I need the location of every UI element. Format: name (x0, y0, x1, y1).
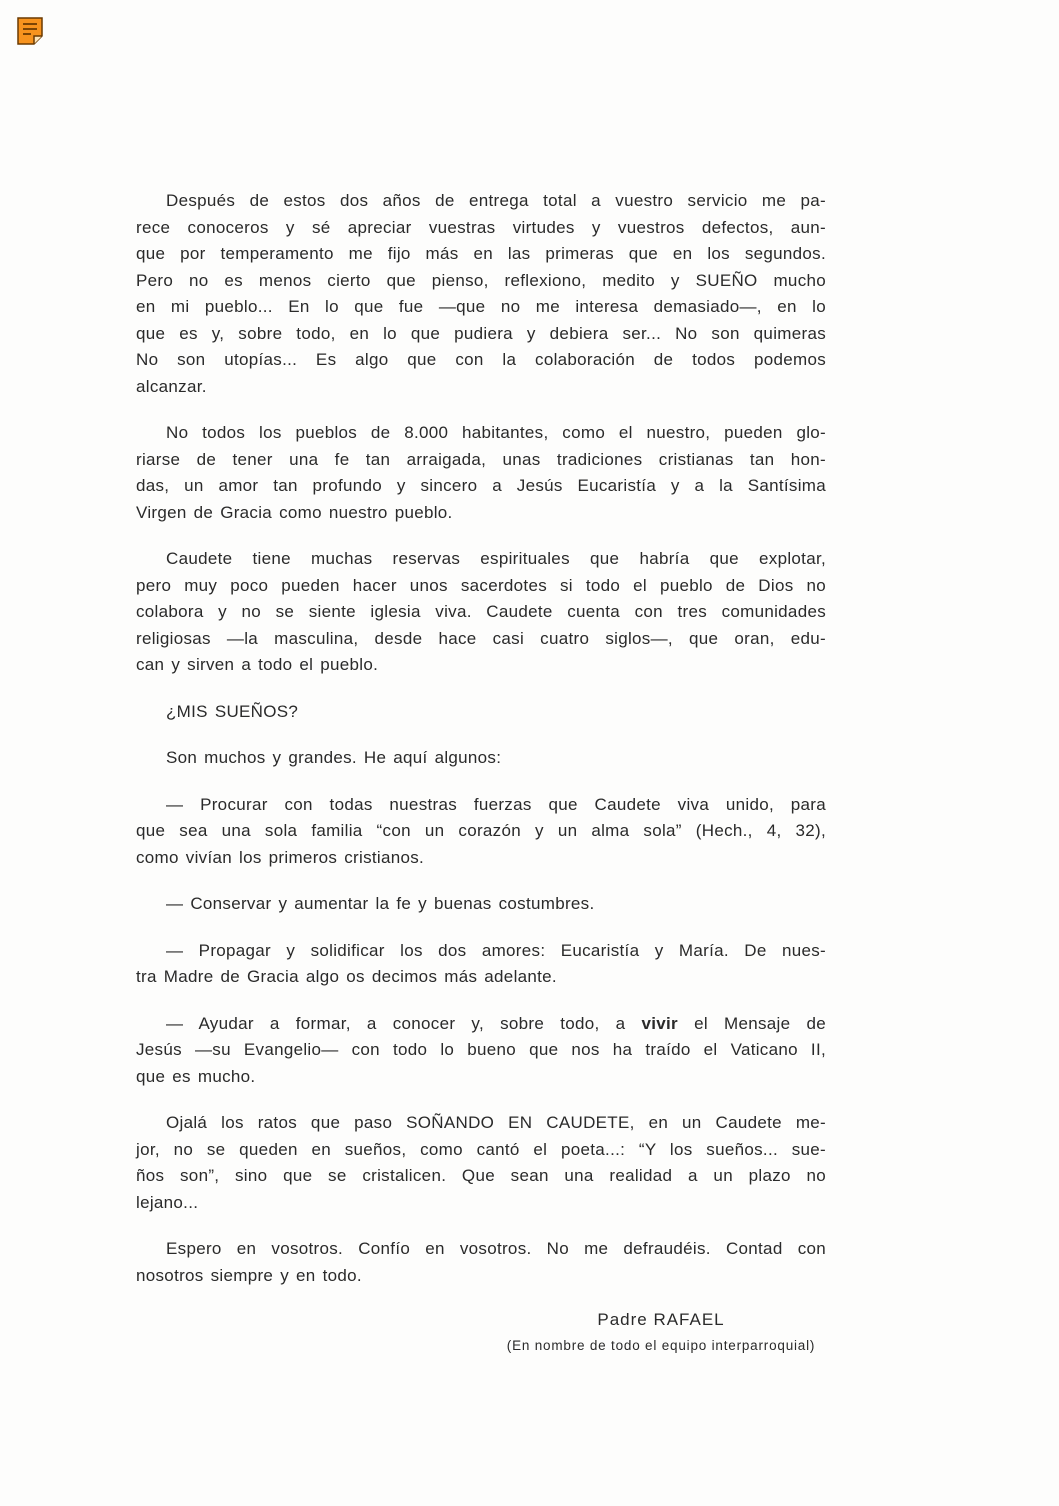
text-line: can y sirven a todo el pueblo. (136, 655, 379, 674)
document-body (136, 188, 826, 1309)
text-line: — Ayudar a formar, a conocer y, sobre todo, a vivir el Mensaje de (166, 1013, 826, 1033)
paragraph (136, 699, 826, 726)
paragraph (136, 792, 826, 872)
text-line: que es y, sobre todo, en lo que pudiera y debiera ser... No son quimeras (136, 323, 826, 343)
paragraph (136, 546, 826, 679)
note-icon[interactable] (16, 16, 44, 46)
text-line: religiosas —la masculina, desde hace casi cuatro siglos—, que oran, edu- (136, 628, 826, 648)
paragraph (136, 891, 826, 918)
text-line: en mi pueblo... En lo que fue —que no me interesa demasiado—, en lo (136, 297, 826, 316)
text-line: Jesús —su Evangelio— con todo lo bueno que nos ha traído el Vaticano II, (136, 1040, 826, 1059)
text-line: alcanzar. (136, 376, 207, 396)
text-line: riarse de tener una fe tan arraigada, unas tradiciones cristianas tan hon- (136, 449, 826, 469)
paragraph (136, 938, 826, 991)
text-line: nosotros siempre y en todo. (136, 1265, 362, 1285)
text-line: pero muy poco pueden hacer unos sacerdotes si todo el pueblo de Dios no (136, 575, 826, 595)
text-line: colabora y no se siente iglesia viva. Caudete cuenta con tres comunidades (136, 602, 826, 621)
signature-name: Padre RAFAEL (597, 1310, 725, 1329)
text-line: lejano... (136, 1192, 199, 1212)
text-line: como vivían los primeros cristianos. (136, 847, 425, 867)
paragraph (136, 1236, 826, 1289)
signature-subtitle: (En nombre de todo el equipo interparroquial) (506, 1338, 816, 1353)
paragraph (136, 745, 826, 772)
text-line: rece conoceros y sé apreciar vuestras virtudes y vuestros defectos, aun- (136, 217, 826, 237)
text-line: das, un amor tan profundo y sincero a Jesús Eucaristía y a la Santísima (136, 476, 826, 495)
text-line: tra Madre de Gracia algo os decimos más adelante. (136, 967, 557, 986)
text-line: — Propagar y solidificar los dos amores: Eucaristía y María. De nues- (166, 940, 826, 960)
text-line: que sea una sola familia “con un corazón y un alma sola” (Hech., 4, 32), (136, 821, 826, 840)
emphasis: vivir (641, 1013, 678, 1033)
text-line: Ojalá los ratos que paso SOÑANDO EN CAUDETE, en un Caudete me- (166, 1113, 826, 1132)
paragraph (136, 1011, 826, 1091)
text-line: jor, no se queden en sueños, como cantó el poeta...: “Y los sueños... sue- (136, 1139, 826, 1159)
paragraph (136, 188, 826, 400)
text-line: No son utopías... Es algo que con la colaboración de todos podemos (136, 350, 826, 369)
text-line: — Conservar y aumentar la fe y buenas costumbres. (166, 894, 595, 913)
text-line: Son muchos y grandes. He aquí algunos: (166, 748, 502, 767)
text-line: — Procurar con todas nuestras fuerzas que Caudete viva unido, para (166, 794, 826, 814)
paragraph (136, 1110, 826, 1216)
text-line: ños son”, sino que se cristalicen. Que sean una realidad a un plazo no (136, 1166, 826, 1185)
text-line: Caudete tiene muchas reservas espirituales que habría que explotar, (166, 549, 826, 568)
signature (136, 1307, 1006, 1359)
text-line: Virgen de Gracia como nuestro pueblo. (136, 502, 453, 522)
text-line: que es mucho. (136, 1066, 256, 1086)
text-line: ¿MIS SUEÑOS? (166, 701, 299, 721)
text-line: que por temperamento me fijo más en las primeras que en los segundos. (136, 244, 826, 263)
text-line: Pero no es menos cierto que pienso, reflexiono, medito y SUEÑO mucho (136, 270, 826, 290)
text-line: Después de estos dos años de entrega total a vuestro servicio me pa- (166, 191, 826, 210)
text-line: No todos los pueblos de 8.000 habitantes, como el nuestro, pueden glo- (166, 423, 826, 442)
paragraph (136, 420, 826, 526)
text-line: Espero en vosotros. Confío en vosotros. No me defraudéis. Contad con (166, 1239, 826, 1258)
